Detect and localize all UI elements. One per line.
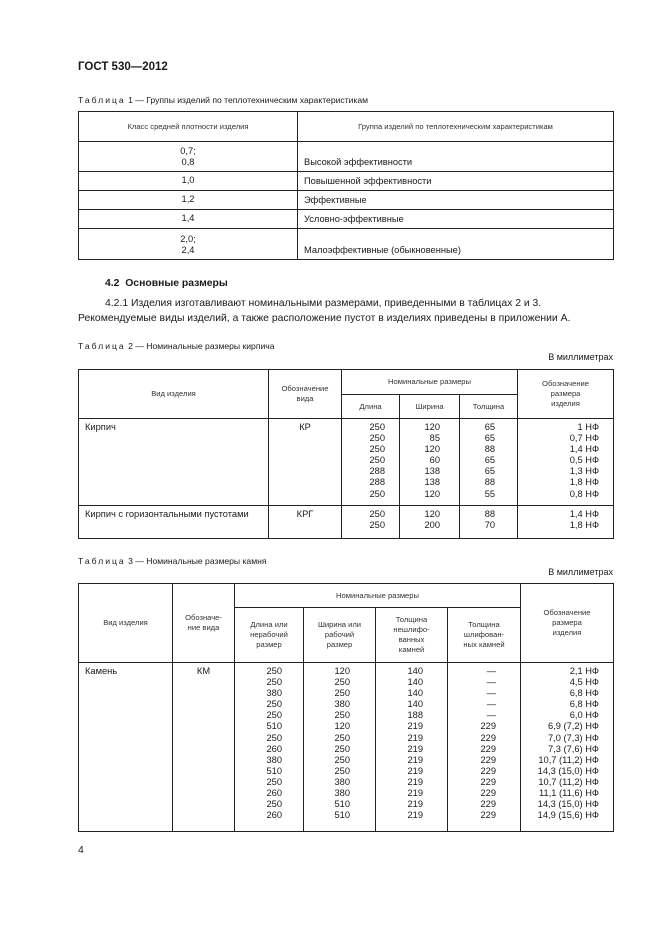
product-kind: Кирпич [79,419,269,506]
thick-ground-values: — — — — — 229 229 229 229 229 229 229 229 229 [448,663,521,832]
table3-units: В миллиметрах [548,567,613,577]
thickness-values: 88 70 [460,506,518,539]
density-class: 1,2 [79,191,298,210]
width-values: 120 85 120 60 138 138 120 [400,419,460,506]
density-class: 2,0; 2,4 [79,229,298,260]
table3-header-thick-unground: Толщина нешлифо- ванных камней [376,608,448,663]
size-code-values: 1 НФ 0,7 НФ 1,4 НФ 0,5 НФ 1,3 НФ 1,8 НФ 0,8 НФ [518,419,614,506]
product-group: Повышенной эффективности [298,172,614,191]
table3-header-nominal: Номинальные размеры [235,584,521,608]
product-kind: Кирпич с горизонтальными пустотами [79,506,269,539]
density-class: 0,7; 0,8 [79,142,298,172]
table1-header-group: Группа изделий по теплотехническим характеристикам [298,112,614,142]
product-code: КМ [173,663,235,832]
size-code-values: 2,1 НФ 4,5 НФ 6,8 НФ 6,8 НФ 6,0 НФ 6,9 (7,2) НФ 7,0 (7,3) НФ 7,3 (7,6) НФ 10,7 (11,2) НФ 14,3 (15,0) НФ 10,7 (11,2) НФ 11,1 (11,6) НФ 14,3 (15,0) НФ 14,9 (15,6) НФ [521,663,614,832]
thickness-values: 65 65 88 65 65 88 55 [460,419,518,506]
table-row [79,663,614,832]
product-group: Условно-эффективные [298,210,614,229]
table2-header-size-code: Обозначение размера изделия [518,370,614,419]
table2-caption [78,341,275,351]
table3-header-code: Обозначе- ние вида [173,584,235,663]
table2-header-length: Длина [342,395,400,419]
width-values: 120 250 250 380 250 120 250 250 250 250 380 380 510 510 [304,663,376,832]
table2-header-thickness: Толщина [460,395,518,419]
table1 [78,111,614,260]
page-number: 4 [78,845,84,856]
table-row [79,191,614,210]
density-class: 1,4 [79,210,298,229]
table-row [79,419,614,506]
thick-unground-values: 140 140 140 140 188 219 219 219 219 219 219 219 219 219 [376,663,448,832]
width-values: 120 200 [400,506,460,539]
table1-caption [78,95,368,105]
table1-header-class: Класс средней плотности изделия [79,112,298,142]
document-header: ГОСТ 530—2012 [78,61,168,73]
product-group: Эффективные [298,191,614,210]
table3-caption [78,556,267,566]
length-values: 250 250 380 250 250 510 250 260 380 510 250 260 250 260 [235,663,304,832]
size-code-values: 1,4 НФ 1,8 НФ [518,506,614,539]
table3-header-size-code: Обозначение размера изделия [521,584,614,663]
table3-caption-text: 3 — Номинальные размеры камня [125,556,267,566]
section-title: 4.2 Основные размеры [105,278,228,289]
table2-caption-word: Таблица [78,341,126,351]
product-group: Малоэффективные (обыкновенные) [298,229,614,260]
product-code: КР [269,419,342,506]
table3-header-length: Длина или нерабочий размер [235,608,304,663]
length-values: 250 250 250 250 288 288 250 [342,419,400,506]
table2-caption-text: 2 — Номинальные размеры кирпича [125,341,275,351]
table-row [79,210,614,229]
length-values: 250 250 [342,506,400,539]
table2-header-nominal: Номинальные размеры [342,370,518,395]
table2-header-code: Обозначение вида [269,370,342,419]
table1-caption-word: Таблица [78,95,126,105]
table3-header-thick-ground: Толщина шлифован- ных камней [448,608,521,663]
table-row [79,506,614,539]
table3-header-kind: Вид изделия [79,584,173,663]
product-group: Высокой эффективности [298,142,614,172]
density-class: 1,0 [79,172,298,191]
table2-header-width: Ширина [400,395,460,419]
table-row [79,172,614,191]
product-code: КРГ [269,506,342,539]
table2-units: В миллиметрах [548,352,613,362]
table3-header-width: Ширина или рабочий размер [304,608,376,663]
product-kind: Камень [79,663,173,832]
table-row [79,229,614,260]
table-row [79,142,614,172]
table1-caption-text: 1 — Группы изделий по теплотехническим характеристикам [125,95,369,105]
table3-caption-word: Таблица [78,556,126,566]
table3 [78,583,614,832]
table2-header-kind: Вид изделия [79,370,269,419]
section-paragraph: 4.2.1 Изделия изготавливают номинальными размерами, приведенными в таблицах 2 и 3. Рекомендуемые виды изделий, а также расположение пустот в изделиях приведены в приложении А. [78,298,571,324]
table2 [78,369,614,539]
